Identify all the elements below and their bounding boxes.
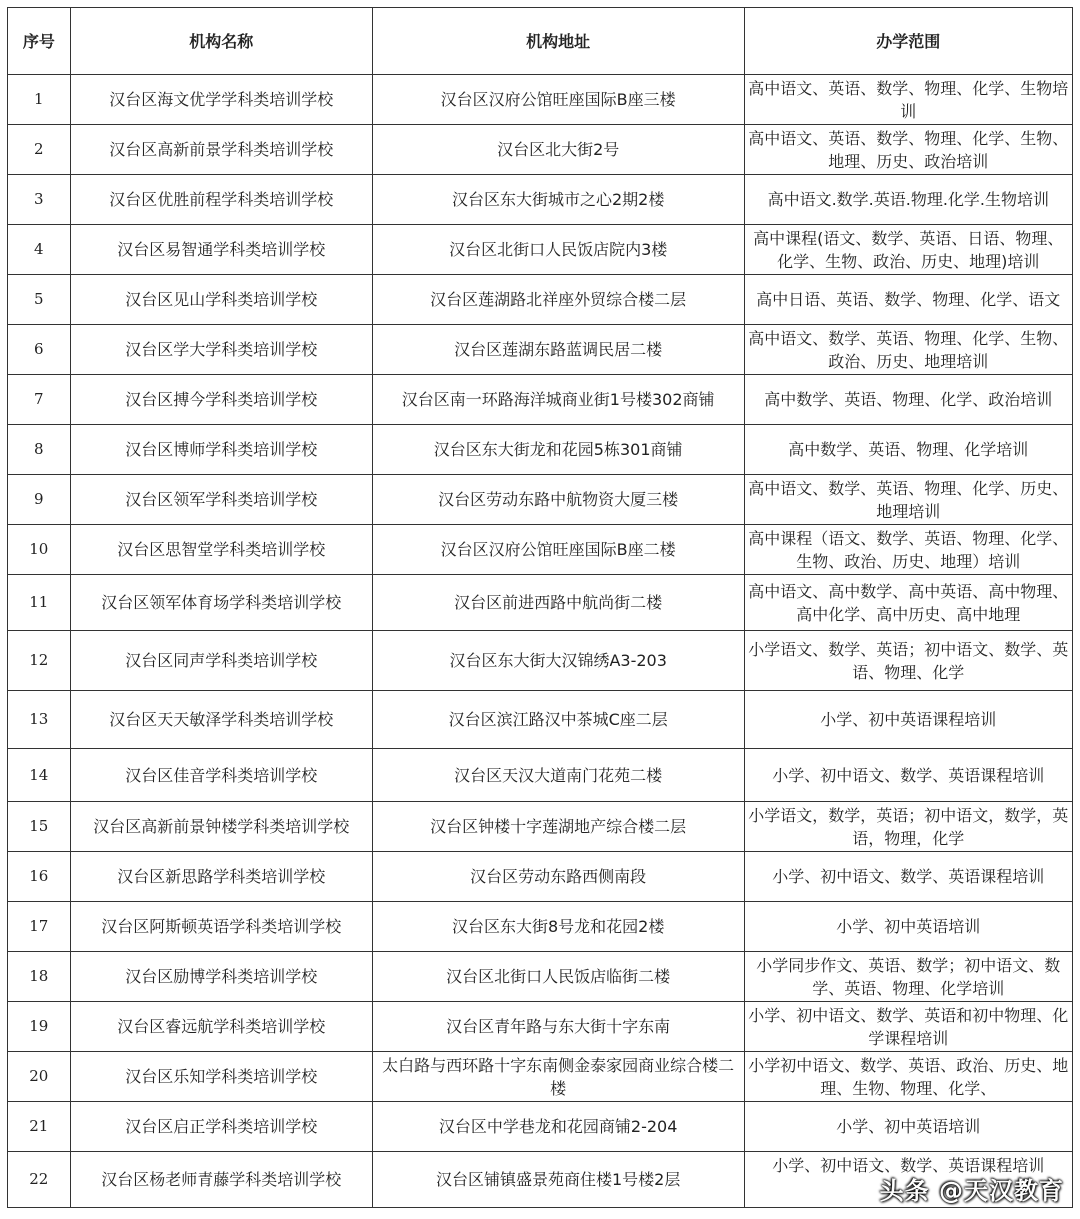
teaching-scope: 小学、初中语文、数学、英语和初中物理、化学课程培训 [744,1002,1072,1052]
institution-address: 汉台区滨江路汉中茶城C座二层 [372,691,744,749]
header-address: 机构地址 [372,8,744,75]
institution-name: 汉台区高新前景钟楼学科类培训学校 [70,802,372,852]
header-scope: 办学范围 [744,8,1072,75]
institution-address: 汉台区南一环路海洋城商业街1号楼302商铺 [372,375,744,425]
teaching-scope: 高中数学、英语、物理、化学、政治培训 [744,375,1072,425]
watermark: 头条 @天汉教育 [879,1176,1064,1205]
row-index: 13 [8,691,71,749]
teaching-scope: 小学、初中语文、数学、英语课程培训 [744,749,1072,802]
institution-address: 汉台区劳动东路西侧南段 [372,852,744,902]
institution-name: 汉台区杨老师青藤学科类培训学校 [70,1152,372,1208]
institution-address: 汉台区前进西路中航尚街二楼 [372,575,744,631]
table-row [8,1002,1073,1052]
institution-name: 汉台区博师学科类培训学校 [70,425,372,475]
table-row [8,575,1073,631]
table-row [8,225,1073,275]
table-row [8,631,1073,691]
table-row [8,1102,1073,1152]
institution-address: 汉台区青年路与东大街十字东南 [372,1002,744,1052]
row-index: 21 [8,1102,71,1152]
institution-name: 汉台区佳音学科类培训学校 [70,749,372,802]
table-row [8,75,1073,125]
row-index: 3 [8,175,71,225]
table-row [8,475,1073,525]
institution-name: 汉台区易智通学科类培训学校 [70,225,372,275]
table-row [8,802,1073,852]
teaching-scope: 高中数学、英语、物理、化学培训 [744,425,1072,475]
teaching-scope: 高中课程（语文、数学、英语、物理、化学、生物、政治、历史、地理）培训 [744,525,1072,575]
institution-name: 汉台区睿远航学科类培训学校 [70,1002,372,1052]
institution-address: 汉台区东大街龙和花园5栋301商铺 [372,425,744,475]
row-index: 1 [8,75,71,125]
institution-name: 汉台区乐知学科类培训学校 [70,1052,372,1102]
table-row [8,375,1073,425]
row-index: 12 [8,631,71,691]
table-row [8,275,1073,325]
row-index: 17 [8,902,71,952]
teaching-scope: 小学、初中英语培训 [744,902,1072,952]
teaching-scope: 小学、初中英语培训 [744,1102,1072,1152]
row-index: 22 [8,1152,71,1208]
teaching-scope-text: 小学、初中语文、数学、英语课程培训 [772,1155,1045,1175]
institution-address: 汉台区莲湖东路蓝调民居二楼 [372,325,744,375]
teaching-scope: 高中语文、英语、数学、物理、化学、生物、地理、历史、政治培训 [744,125,1072,175]
row-index: 7 [8,375,71,425]
institution-address: 汉台区汉府公馆旺座国际B座三楼 [372,75,744,125]
institution-name: 汉台区搏今学科类培训学校 [70,375,372,425]
row-index: 9 [8,475,71,525]
institution-address: 汉台区中学巷龙和花园商铺2-204 [372,1102,744,1152]
institution-address: 汉台区北街口人民饭店临街二楼 [372,952,744,1002]
table-row [8,1052,1073,1102]
institution-address: 汉台区劳动东路中航物资大厦三楼 [372,475,744,525]
table-row [8,902,1073,952]
table-row [8,425,1073,475]
row-index: 8 [8,425,71,475]
institution-name: 汉台区优胜前程学科类培训学校 [70,175,372,225]
row-index: 20 [8,1052,71,1102]
institution-address: 汉台区北街口人民饭店院内3楼 [372,225,744,275]
teaching-scope [744,1152,1072,1208]
table-body [8,75,1073,1208]
header-index: 序号 [8,8,71,75]
institution-name: 汉台区见山学科类培训学校 [70,275,372,325]
teaching-scope: 小学初中语文、数学、英语、政治、历史、地理、生物、物理、化学、 [744,1052,1072,1102]
table-row [8,852,1073,902]
institution-address: 太白路与西环路十字东南侧金泰家园商业综合楼二楼 [372,1052,744,1102]
table-row [8,691,1073,749]
teaching-scope: 小学同步作文、英语、数学；初中语文、数学、英语、物理、化学培训 [744,952,1072,1002]
institution-address: 汉台区汉府公馆旺座国际B座二楼 [372,525,744,575]
teaching-scope: 高中语文.数学.英语.物理.化学.生物培训 [744,175,1072,225]
institution-name: 汉台区启正学科类培训学校 [70,1102,372,1152]
row-index: 19 [8,1002,71,1052]
institution-address: 汉台区天汉大道南门花苑二楼 [372,749,744,802]
institution-name: 汉台区领军体育场学科类培训学校 [70,575,372,631]
institution-name: 汉台区阿斯顿英语学科类培训学校 [70,902,372,952]
institution-name: 汉台区领军学科类培训学校 [70,475,372,525]
institution-name: 汉台区高新前景学科类培训学校 [70,125,372,175]
teaching-scope: 高中日语、英语、数学、物理、化学、语文 [744,275,1072,325]
institution-address: 汉台区北大街2号 [372,125,744,175]
institution-table [7,7,1073,1208]
row-index: 5 [8,275,71,325]
institution-address: 汉台区东大街城市之心2期2楼 [372,175,744,225]
institution-name: 汉台区海文优学学科类培训学校 [70,75,372,125]
teaching-scope: 小学、初中英语课程培训 [744,691,1072,749]
institution-name: 汉台区新思路学科类培训学校 [70,852,372,902]
row-index: 16 [8,852,71,902]
institution-name: 汉台区天天敏泽学科类培训学校 [70,691,372,749]
institution-name: 汉台区同声学科类培训学校 [70,631,372,691]
table-row [8,175,1073,225]
teaching-scope: 小学语文、数学、英语；初中语文、数学、英语、物理、化学 [744,631,1072,691]
row-index: 6 [8,325,71,375]
row-index: 10 [8,525,71,575]
table-row [8,1152,1073,1208]
row-index: 18 [8,952,71,1002]
institution-address: 汉台区铺镇盛景苑商住楼1号楼2层 [372,1152,744,1208]
institution-address: 汉台区东大街大汉锦绣A3-203 [372,631,744,691]
row-index: 2 [8,125,71,175]
institution-name: 汉台区学大学科类培训学校 [70,325,372,375]
teaching-scope: 高中课程(语文、数学、英语、日语、物理、化学、生物、政治、历史、地理)培训 [744,225,1072,275]
institution-address: 汉台区莲湖路北祥座外贸综合楼二层 [372,275,744,325]
institution-name: 汉台区思智堂学科类培训学校 [70,525,372,575]
table-row [8,952,1073,1002]
table-row [8,525,1073,575]
row-index: 11 [8,575,71,631]
table-header-row [8,8,1073,75]
institution-address: 汉台区钟楼十字莲湖地产综合楼二层 [372,802,744,852]
row-index: 15 [8,802,71,852]
header-name: 机构名称 [70,8,372,75]
teaching-scope: 高中语文、英语、数学、物理、化学、生物培训 [744,75,1072,125]
row-index: 14 [8,749,71,802]
teaching-scope: 高中语文、高中数学、高中英语、高中物理、高中化学、高中历史、高中地理 [744,575,1072,631]
teaching-scope: 高中语文、数学、英语、物理、化学、历史、地理培训 [744,475,1072,525]
table-row [8,325,1073,375]
table-row [8,125,1073,175]
institution-address: 汉台区东大街8号龙和花园2楼 [372,902,744,952]
teaching-scope: 高中语文、数学、英语、物理、化学、生物、政治、历史、地理培训 [744,325,1072,375]
teaching-scope: 小学语文，数学，英语；初中语文，数学，英语，物理，化学 [744,802,1072,852]
row-index: 4 [8,225,71,275]
table-row [8,749,1073,802]
institution-name: 汉台区励博学科类培训学校 [70,952,372,1002]
teaching-scope: 小学、初中语文、数学、英语课程培训 [744,852,1072,902]
